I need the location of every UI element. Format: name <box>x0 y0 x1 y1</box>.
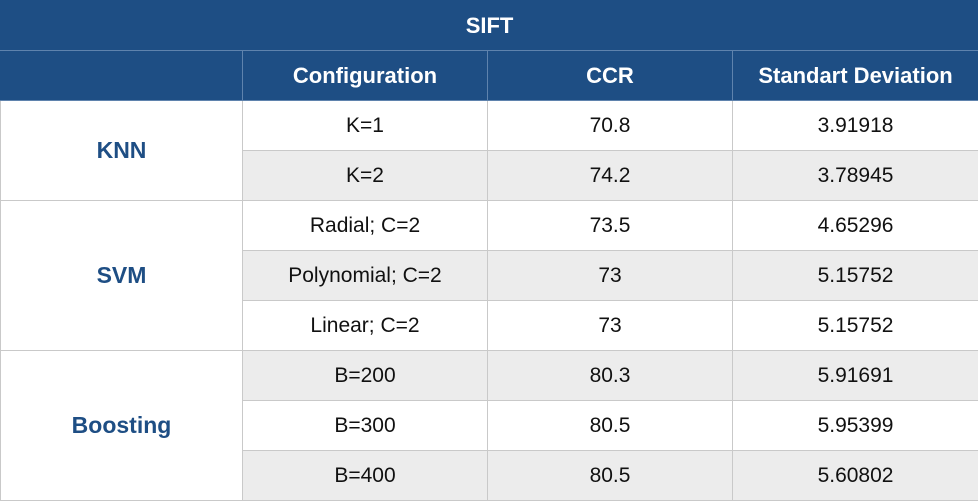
ccr-cell: 73 <box>488 251 733 301</box>
std-cell: 5.60802 <box>733 451 978 501</box>
std-cell: 3.78945 <box>733 151 978 201</box>
configuration-cell: B=300 <box>243 401 488 451</box>
header-standart-deviation: Standart Deviation <box>733 51 978 101</box>
std-cell: 4.65296 <box>733 201 978 251</box>
configuration-cell: K=2 <box>243 151 488 201</box>
ccr-cell: 80.5 <box>488 401 733 451</box>
group-label-svm: SVM <box>1 201 243 351</box>
header-configuration: Configuration <box>243 51 488 101</box>
table-title: SIFT <box>1 1 978 51</box>
table-row <box>1 351 978 401</box>
group-label-boosting: Boosting <box>1 351 243 501</box>
ccr-cell: 80.3 <box>488 351 733 401</box>
table-row <box>1 101 978 151</box>
ccr-cell: 73 <box>488 301 733 351</box>
configuration-cell: Linear; C=2 <box>243 301 488 351</box>
std-cell: 5.95399 <box>733 401 978 451</box>
configuration-cell: K=1 <box>243 101 488 151</box>
std-cell: 5.15752 <box>733 301 978 351</box>
ccr-cell: 73.5 <box>488 201 733 251</box>
ccr-cell: 70.8 <box>488 101 733 151</box>
table-row <box>1 201 978 251</box>
header-row <box>1 51 978 101</box>
group-label-knn: KNN <box>1 101 243 201</box>
header-ccr: CCR <box>488 51 733 101</box>
ccr-cell: 74.2 <box>488 151 733 201</box>
ccr-cell: 80.5 <box>488 451 733 501</box>
std-cell: 5.91691 <box>733 351 978 401</box>
configuration-cell: B=400 <box>243 451 488 501</box>
header-blank <box>1 51 243 101</box>
configuration-cell: B=200 <box>243 351 488 401</box>
std-cell: 3.91918 <box>733 101 978 151</box>
configuration-cell: Polynomial; C=2 <box>243 251 488 301</box>
std-cell: 5.15752 <box>733 251 978 301</box>
configuration-cell: Radial; C=2 <box>243 201 488 251</box>
